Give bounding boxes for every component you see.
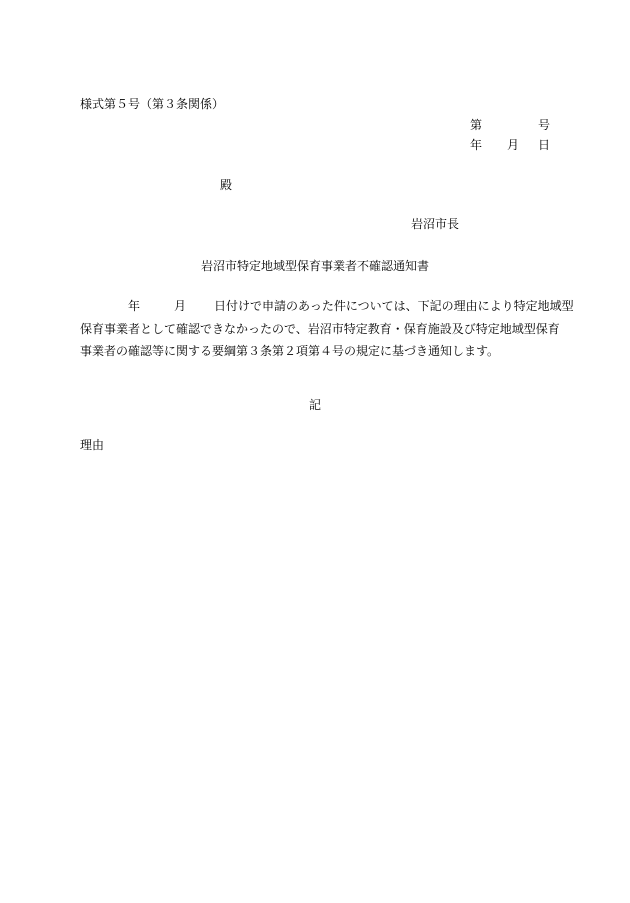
date-month-label: 月 <box>507 138 520 152</box>
sender-name: 岩沼市長 <box>411 217 460 231</box>
doc-number-prefix: 第 <box>470 118 483 132</box>
notice-body <box>80 295 574 363</box>
body-line-2: 保育事業者として確認できなかったので、岩沼市特定教育・保育施設及び特定地域型保育 <box>80 321 560 336</box>
ki-heading: 記 <box>308 398 321 412</box>
addressee-honorific: 殿 <box>220 178 233 192</box>
form-number: 様式第５号（第３条関係） <box>80 97 225 111</box>
reason-label: 理由 <box>80 438 105 452</box>
body-month-label: 月 <box>174 299 187 313</box>
document-title: 岩沼市特定地域型保育事業者不確認通知書 <box>200 259 429 273</box>
body-line-1-text: 日付けで申請のあった件については、下記の理由により特定地域型 <box>214 299 574 313</box>
date-day-label: 日 <box>537 138 550 152</box>
body-line-3: 事業者の確認等に関する要綱第３条第２項第４号の規定に基づき通知します。 <box>80 344 500 358</box>
body-line-1 <box>80 295 574 318</box>
date-year-label: 年 <box>470 138 483 152</box>
doc-number-suffix: 号 <box>537 118 550 132</box>
body-year-label: 年 <box>128 299 141 313</box>
